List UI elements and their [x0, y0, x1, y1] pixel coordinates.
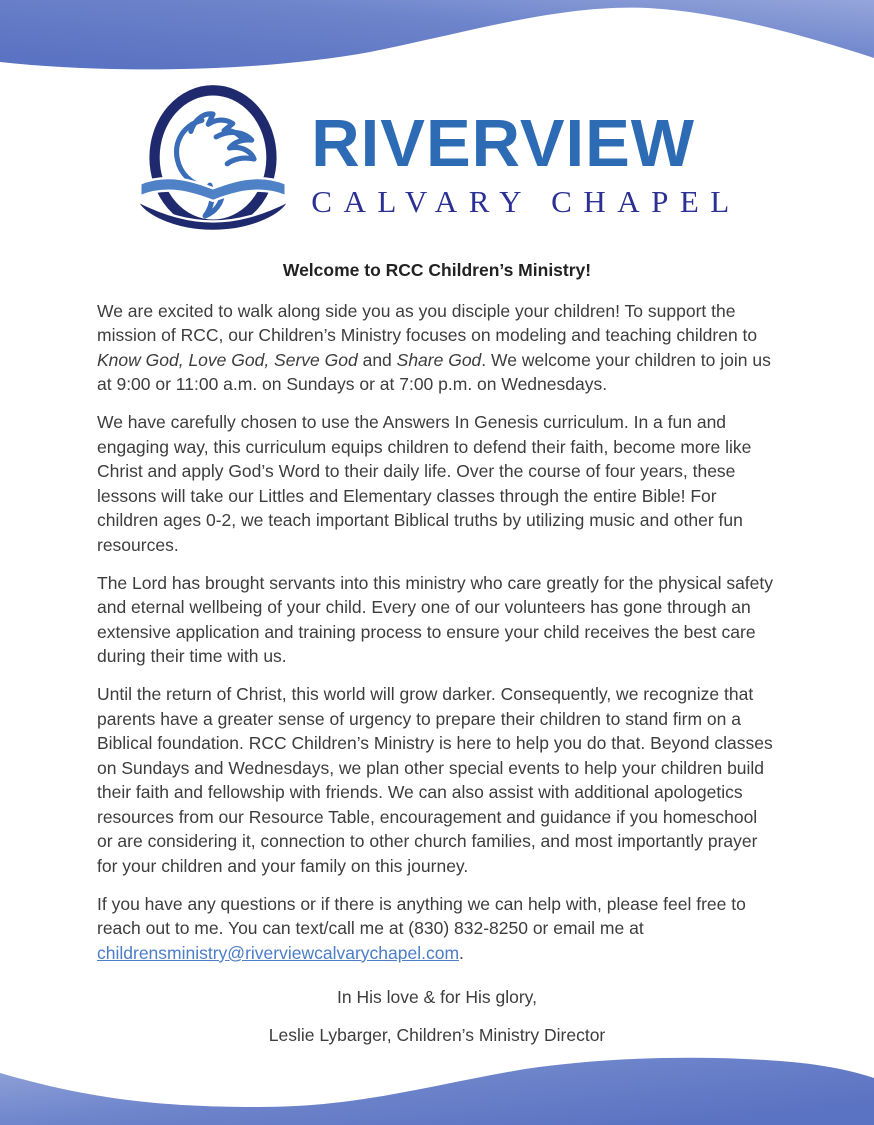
letter-closing	[97, 985, 777, 1047]
p5-before: If you have any questions or if there is anything we can help with, please feel free to reach out to me. You can text/call me at (830) 832-8250 or email me at	[97, 893, 746, 939]
church-logo	[0, 84, 874, 242]
closing-signature: Leslie Lybarger, Children’s Ministry Director	[268, 1025, 606, 1046]
closing-salutation: In His love & for His glory,	[336, 987, 537, 1008]
paragraph-mission: Until the return of Christ, this world will grow darker. Consequently, we recognize that parents have a greater sense of urgency to prepare their children to stand firm on a Biblical foundation. RCC Children’s Ministry is here to help you do that. Beyond classes on Sundays and Wednesdays, we plan other special events to help your children build their faith and fellowship with friends. We can also assist with additional apologetics resources from our Resource Table, encouragement and guidance if you homeschool or are considering it, connection to other church families, and most importantly prayer for your children and your family on this journey.	[97, 683, 773, 877]
logo-wordmark	[311, 105, 741, 219]
dove-book-emblem-icon	[133, 84, 293, 242]
paragraph-volunteers: The Lord has brought servants into this ministry who care greatly for the physical safety and eternal wellbeing of your child. Every one of our volunteers has gone through an extensive application and training process to ensure your child receives the best care during their time with us.	[97, 572, 774, 667]
p1-italic-share: Share God	[396, 349, 482, 370]
brand-subtitle: CALVARY CHAPEL	[311, 183, 741, 219]
letter-body	[0, 258, 874, 1061]
p1-lead: We are excited to walk along side you as you disciple your children! To support the mission of RCC, our Children’s Ministry focuses on modeling and teaching children to	[97, 300, 758, 346]
p1-and: and	[357, 349, 397, 370]
header-wave	[0, 0, 874, 80]
p5-after: .	[459, 942, 464, 963]
letter-heading: Welcome to RCC Children’s Ministry!	[282, 260, 592, 280]
paragraph-welcome	[97, 299, 777, 397]
brand-name: RIVERVIEW	[311, 105, 696, 181]
paragraph-contact	[97, 892, 777, 966]
email-link[interactable]: childrensministry@riverviewcalvarychapel.com	[97, 942, 460, 963]
footer-wave	[0, 1057, 874, 1125]
p1-italic-know-love-serve: Know God, Love God, Serve God	[97, 349, 358, 370]
p1-tail: . We welcome your children to join us at 9:00 or 11:00 a.m. on Sundays or at 7:00 p.m. on Wednesdays.	[97, 349, 771, 395]
paragraph-curriculum: We have carefully chosen to use the Answers In Genesis curriculum. In a fun and engaging way, this curriculum equips children to defend their faith, become more like Christ and apply God’s Word to their daily life. Over the course of four years, these lessons will take our Littles and Elementary classes through the entire Bible! For children ages 0-2, we teach important Biblical truths by utilizing music and other fun resources.	[97, 411, 752, 555]
